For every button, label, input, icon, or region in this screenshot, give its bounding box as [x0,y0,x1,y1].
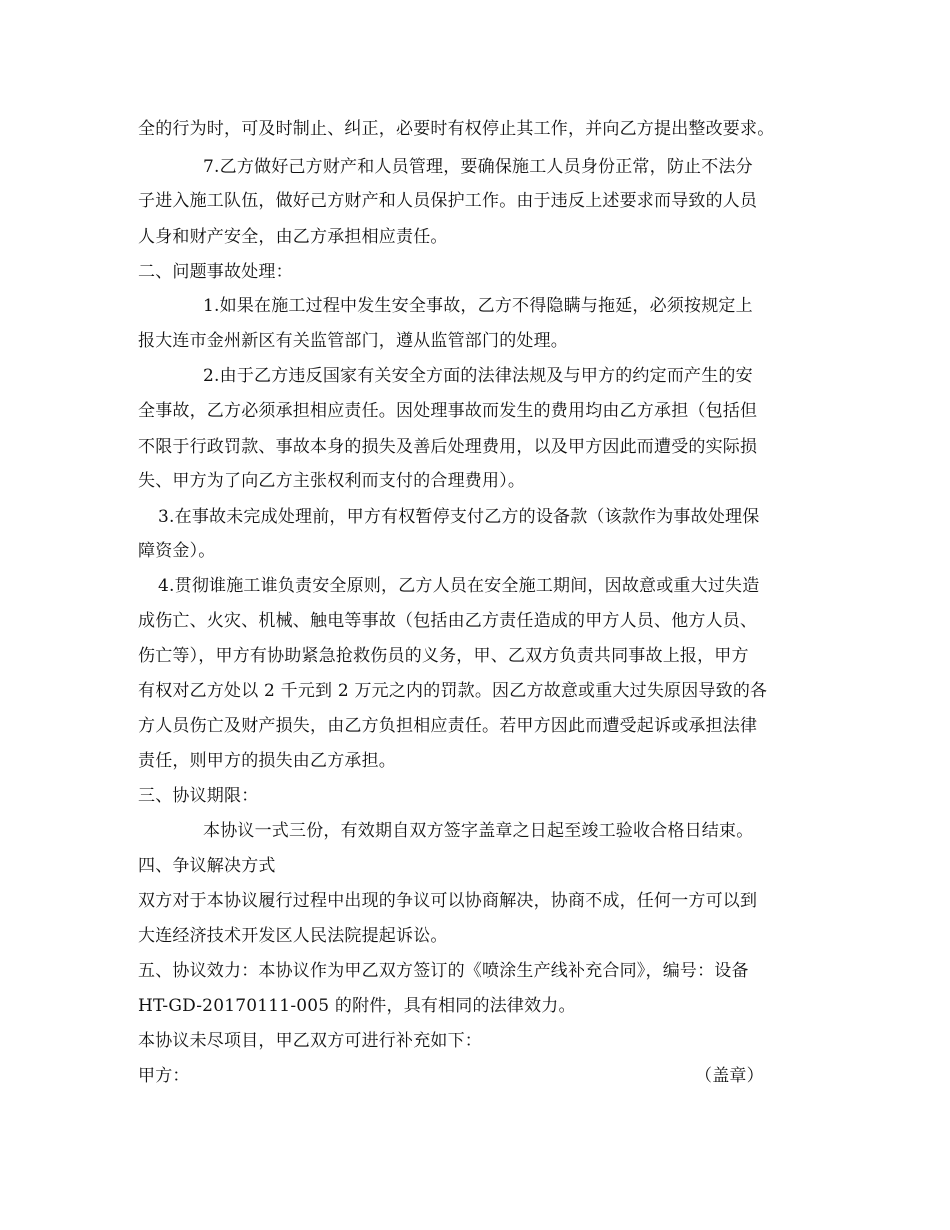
text-line: 本协议未尽项目，甲乙双方可进行补充如下： [138,1031,482,1051]
seal-label: （盖章） [695,1066,764,1086]
clause-7: 7.乙方做好己方财产和人员管理，要确保施工人员身份正常，防止不法分 [203,157,753,177]
text-line: 不限于行政罚款、事故本身的损失及善后处理费用，以及甲方因此而遭受的实际损 [138,437,758,457]
section-heading-3: 三、协议期限： [138,786,259,806]
text-line: 全的行为时，可及时制止、纠正，必要时有权停止其工作，并向乙方提出整改要求。 [138,119,775,139]
text-line: 方人员伤亡及财产损失，由乙方负担相应责任。若甲方因此而遭受起诉或承担法律 [138,716,758,736]
text-line: 双方对于本协议履行过程中出现的争议可以协商解决，协商不成，任何一方可以到 [138,891,758,911]
section-heading-2: 二、问题事故处理： [138,262,293,282]
text-line: 大连经济技术开发区人民法院提起诉讼。 [138,926,448,946]
term-text: 本协议一式三份，有效期自双方签字盖章之日起至竣工验收合格日结束。 [203,821,754,841]
party-a-label: 甲方： [138,1066,190,1086]
text-line: 责任，则甲方的损失由乙方承担。 [138,751,396,771]
text-line: 人身和财产安全，由乙方承担相应责任。 [138,227,448,247]
section-heading-5: 五、协议效力：本协议作为甲乙双方签订的《喷涂生产线补充合同》，编号：设备 [138,961,749,981]
text-line: 失、甲方为了向乙方主张权利而支付的合理费用）。 [138,471,526,491]
text-line: HT-GD-20170111-005 的附件，具有相同的法律效力。 [138,996,576,1016]
text-line: 障资金）。 [138,541,216,561]
clause-2-1: 1.如果在施工过程中发生安全事故，乙方不得隐瞒与拖延，必须按规定上 [203,296,753,316]
clause-2-3: 3.在事故未完成处理前，甲方有权暂停支付乙方的设备款（该款作为事故处理保 [158,507,760,527]
section-heading-4: 四、争议解决方式 [138,856,276,876]
text-line: 成伤亡、火灾、机械、触电等事故（包括由乙方责任造成的甲方人员、他方人员、 [138,611,758,631]
text-line: 有权对乙方处以 2 千元到 2 万元之内的罚款。因乙方故意或重大过失原因导致的各 [138,681,768,701]
text-line: 全事故，乙方必须承担相应责任。因处理事故而发生的费用均由乙方承担（包括但 [138,401,758,421]
clause-2-2: 2.由于乙方违反国家有关安全方面的法律法规及与甲方的约定而产生的安 [203,366,753,386]
text-line: 伤亡等），甲方有协助紧急抢救伤员的义务，甲、乙双方负责共同事故上报，甲方 [138,646,749,666]
text-line: 报大连市金州新区有关监管部门，遵从监管部门的处理。 [138,331,568,351]
text-line: 子进入施工队伍，做好己方财产和人员保护工作。由于违反上述要求而导致的人员 [138,191,758,211]
clause-2-4: 4.贯彻谁施工谁负责安全原则，乙方人员在安全施工期间，因故意或重大过失造 [158,576,760,596]
